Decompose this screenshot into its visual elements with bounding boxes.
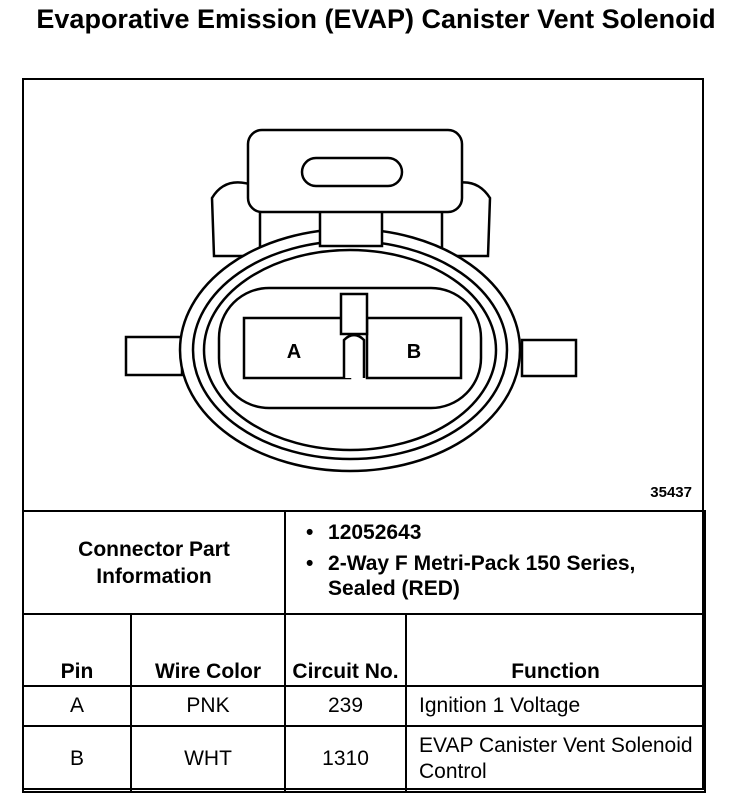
connector-info-table (22, 510, 706, 793)
header-pin: Pin (23, 614, 131, 686)
header-wire-color: Wire Color (131, 614, 285, 686)
latch-body (248, 130, 462, 212)
header-circuit: Circuit No. (285, 614, 406, 686)
header-function: Function (406, 614, 705, 686)
right-tab (522, 340, 576, 376)
part-info-row (23, 511, 705, 614)
part-info-list (285, 511, 705, 614)
connector-drawing (22, 78, 704, 510)
circuit-cell: 239 (285, 686, 406, 726)
cavity-a-label: A (286, 341, 302, 363)
left-tab (126, 337, 182, 375)
table-row (23, 686, 705, 726)
page-title: Evaporative Emission (EVAP) Canister Vent Solenoid (36, 4, 716, 34)
wire-color-cell: PNK (131, 686, 285, 726)
part-number: • 12052643 (328, 520, 704, 545)
part-info-label: Connector Part Information (23, 511, 285, 614)
cavity-b-label: B (406, 341, 422, 363)
pin-cell: B (23, 726, 131, 792)
function-cell: Ignition 1 Voltage (406, 686, 705, 726)
figure-number: 35437 (650, 484, 692, 501)
function-cell: EVAP Canister Vent Solenoid Control (406, 726, 705, 792)
wire-color-cell: WHT (131, 726, 285, 792)
table-row (23, 726, 705, 792)
center-key (341, 294, 367, 334)
part-description: • 2-Way F Metri-Pack 150 Series, Sealed (RED) (328, 551, 704, 601)
table-header (23, 614, 705, 686)
pin-cell: A (23, 686, 131, 726)
circuit-cell: 1310 (285, 726, 406, 792)
